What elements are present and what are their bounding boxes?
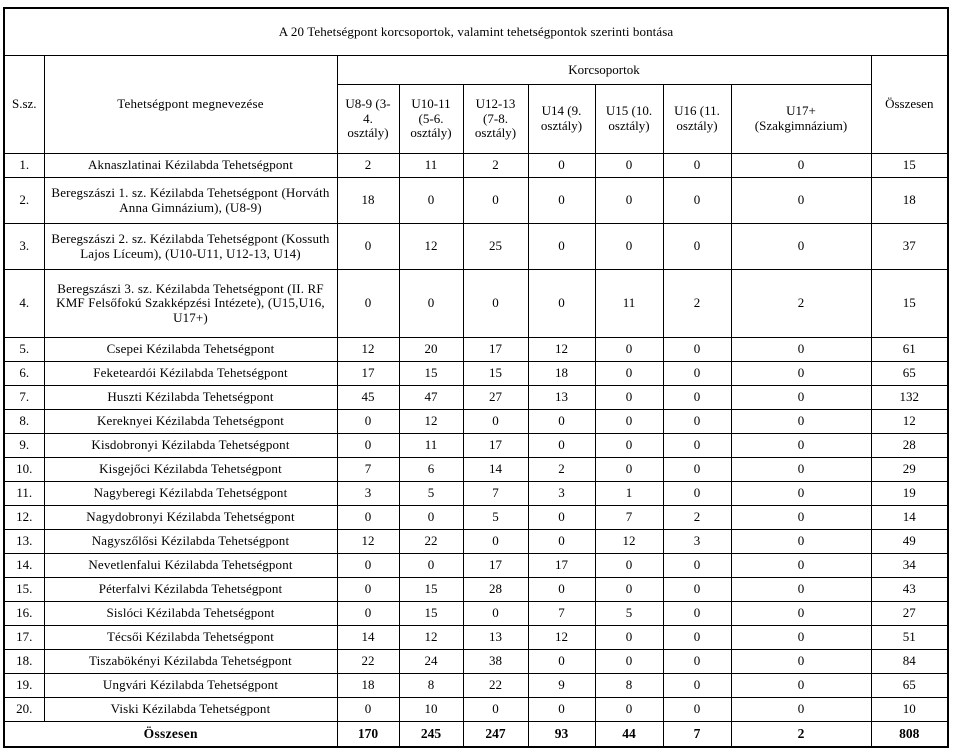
talent-point-name: Nagydobronyi Kézilabda Tehetségpont <box>44 506 337 530</box>
cell-total: 51 <box>871 626 948 650</box>
row-index: 3. <box>4 224 44 270</box>
cell-u10-11: 47 <box>399 386 463 410</box>
table-row <box>4 338 948 362</box>
cell-u10-11: 12 <box>399 410 463 434</box>
cell-u14: 9 <box>528 674 595 698</box>
row-index: 9. <box>4 434 44 458</box>
talent-point-name: Ungvári Kézilabda Tehetségpont <box>44 674 337 698</box>
cell-u15: 8 <box>595 674 663 698</box>
table-row <box>4 578 948 602</box>
column-header-index: S.sz. <box>4 56 44 154</box>
cell-u14: 2 <box>528 458 595 482</box>
cell-u17-plus: 0 <box>731 154 871 178</box>
talent-point-name: Kereknyei Kézilabda Tehetségpont <box>44 410 337 434</box>
cell-u15: 1 <box>595 482 663 506</box>
cell-total: 65 <box>871 362 948 386</box>
cell-u10-11: 11 <box>399 434 463 458</box>
column-header-u16-line1: U16 (11. <box>674 103 720 119</box>
talent-point-name: Beregszászi 3. sz. Kézilabda Tehetségpont (II. RF KMF Felsőfokú Szakképzési Intézete), (U15,U16, U17+) <box>44 270 337 338</box>
row-index: 4. <box>4 270 44 338</box>
table-row <box>4 650 948 674</box>
cell-u17-plus: 0 <box>731 698 871 722</box>
cell-u8-9: 2 <box>337 154 399 178</box>
cell-u12-13: 7 <box>463 482 528 506</box>
cell-u15: 0 <box>595 698 663 722</box>
cell-u15: 0 <box>595 458 663 482</box>
totals-u8-9: 170 <box>337 722 399 748</box>
cell-u10-11: 11 <box>399 154 463 178</box>
cell-u8-9: 0 <box>337 578 399 602</box>
cell-u10-11: 20 <box>399 338 463 362</box>
cell-u15: 0 <box>595 626 663 650</box>
cell-u8-9: 0 <box>337 224 399 270</box>
table-row <box>4 530 948 554</box>
cell-total: 15 <box>871 270 948 338</box>
cell-u16: 0 <box>663 434 731 458</box>
cell-u16: 3 <box>663 530 731 554</box>
cell-u15: 12 <box>595 530 663 554</box>
cell-u8-9: 17 <box>337 362 399 386</box>
cell-u16: 0 <box>663 224 731 270</box>
title-row <box>4 8 948 56</box>
cell-u10-11: 15 <box>399 602 463 626</box>
cell-u14: 0 <box>528 434 595 458</box>
cell-u10-11: 22 <box>399 530 463 554</box>
table-row <box>4 506 948 530</box>
talent-point-name: Nagyszőlősi Kézilabda Tehetségpont <box>44 530 337 554</box>
row-index: 18. <box>4 650 44 674</box>
column-header-u10-11-line3: osztály) <box>410 125 452 141</box>
totals-grand: 808 <box>871 722 948 748</box>
cell-total: 27 <box>871 602 948 626</box>
cell-u10-11: 0 <box>399 178 463 224</box>
cell-u12-13: 27 <box>463 386 528 410</box>
cell-u14: 0 <box>528 154 595 178</box>
talent-point-name: Beregszászi 2. sz. Kézilabda Tehetségpont (Kossuth Lajos Líceum), (U10-U11, U12-13, U14) <box>44 224 337 270</box>
cell-u8-9: 12 <box>337 338 399 362</box>
cell-u8-9: 18 <box>337 674 399 698</box>
row-index: 20. <box>4 698 44 722</box>
table-row <box>4 410 948 434</box>
row-index: 19. <box>4 674 44 698</box>
cell-u8-9: 18 <box>337 178 399 224</box>
cell-u14: 12 <box>528 338 595 362</box>
cell-u17-plus: 0 <box>731 506 871 530</box>
cell-u12-13: 0 <box>463 530 528 554</box>
cell-u15: 5 <box>595 602 663 626</box>
cell-total: 28 <box>871 434 948 458</box>
cell-u12-13: 0 <box>463 410 528 434</box>
cell-u17-plus: 0 <box>731 578 871 602</box>
talent-point-table <box>3 7 949 748</box>
cell-u15: 0 <box>595 578 663 602</box>
cell-u10-11: 10 <box>399 698 463 722</box>
cell-u12-13: 0 <box>463 178 528 224</box>
column-header-u17-plus <box>731 85 871 154</box>
column-header-u17-plus-line2: (Szakgimnázium) <box>754 118 848 133</box>
group-header-row <box>4 56 948 85</box>
cell-u17-plus: 0 <box>731 362 871 386</box>
cell-u8-9: 0 <box>337 554 399 578</box>
cell-u8-9: 0 <box>337 698 399 722</box>
cell-u10-11: 15 <box>399 578 463 602</box>
talent-point-name: Viski Kézilabda Tehetségpont <box>44 698 337 722</box>
cell-u12-13: 15 <box>463 362 528 386</box>
table-row <box>4 698 948 722</box>
talent-point-name: Péterfalvi Kézilabda Tehetségpont <box>44 578 337 602</box>
cell-u16: 0 <box>663 674 731 698</box>
row-index: 6. <box>4 362 44 386</box>
cell-u14: 0 <box>528 698 595 722</box>
cell-u16: 2 <box>663 506 731 530</box>
cell-u12-13: 17 <box>463 338 528 362</box>
cell-u10-11: 15 <box>399 362 463 386</box>
cell-u12-13: 22 <box>463 674 528 698</box>
talent-point-name: Huszti Kézilabda Tehetségpont <box>44 386 337 410</box>
totals-u10-11: 245 <box>399 722 463 748</box>
table-row <box>4 224 948 270</box>
cell-total: 10 <box>871 698 948 722</box>
cell-u14: 0 <box>528 578 595 602</box>
table-head <box>4 8 948 154</box>
cell-u8-9: 45 <box>337 386 399 410</box>
column-header-u12-13 <box>463 85 528 154</box>
cell-u16: 0 <box>663 626 731 650</box>
cell-u10-11: 0 <box>399 270 463 338</box>
cell-u12-13: 0 <box>463 698 528 722</box>
cell-u16: 0 <box>663 578 731 602</box>
cell-u14: 0 <box>528 530 595 554</box>
cell-total: 18 <box>871 178 948 224</box>
talent-point-name: Kisgejőci Kézilabda Tehetségpont <box>44 458 337 482</box>
cell-u16: 0 <box>663 554 731 578</box>
cell-u12-13: 25 <box>463 224 528 270</box>
table-row <box>4 178 948 224</box>
column-header-u15-line1: U15 (10. <box>605 103 653 119</box>
row-index: 12. <box>4 506 44 530</box>
row-index: 1. <box>4 154 44 178</box>
group-header-age-groups: Korcsoportok <box>337 56 871 85</box>
cell-u16: 0 <box>663 698 731 722</box>
talent-point-name: Nevetlenfalui Kézilabda Tehetségpont <box>44 554 337 578</box>
column-header-u8-9 <box>337 85 399 154</box>
cell-total: 84 <box>871 650 948 674</box>
cell-u15: 7 <box>595 506 663 530</box>
cell-u15: 0 <box>595 178 663 224</box>
cell-u17-plus: 0 <box>731 554 871 578</box>
column-header-u15-line2: osztály) <box>608 118 650 133</box>
cell-total: 43 <box>871 578 948 602</box>
cell-u12-13: 17 <box>463 554 528 578</box>
column-header-u14-line2: osztály) <box>540 118 583 133</box>
talent-point-name: Aknaszlatinai Kézilabda Tehetségpont <box>44 154 337 178</box>
talent-point-name: Feketeardói Kézilabda Tehetségpont <box>44 362 337 386</box>
cell-u15: 0 <box>595 154 663 178</box>
cell-u17-plus: 0 <box>731 458 871 482</box>
row-index: 16. <box>4 602 44 626</box>
cell-u14: 3 <box>528 482 595 506</box>
column-header-u10-11-line1: U10-11 <box>411 96 451 112</box>
table-row <box>4 674 948 698</box>
cell-u17-plus: 0 <box>731 434 871 458</box>
cell-u15: 0 <box>595 386 663 410</box>
cell-u8-9: 22 <box>337 650 399 674</box>
column-header-name: Tehetségpont megnevezése <box>44 56 337 154</box>
cell-u17-plus: 0 <box>731 482 871 506</box>
cell-u12-13: 38 <box>463 650 528 674</box>
cell-u10-11: 0 <box>399 506 463 530</box>
talent-point-name: Nagyberegi Kézilabda Tehetségpont <box>44 482 337 506</box>
cell-u14: 18 <box>528 362 595 386</box>
cell-u12-13: 0 <box>463 270 528 338</box>
cell-u16: 0 <box>663 386 731 410</box>
totals-u12-13: 247 <box>463 722 528 748</box>
table-row <box>4 362 948 386</box>
cell-u14: 0 <box>528 270 595 338</box>
cell-u14: 17 <box>528 554 595 578</box>
cell-u16: 0 <box>663 178 731 224</box>
cell-u8-9: 0 <box>337 434 399 458</box>
cell-u8-9: 0 <box>337 602 399 626</box>
talent-point-name: Csepei Kézilabda Tehetségpont <box>44 338 337 362</box>
row-index: 14. <box>4 554 44 578</box>
table-row <box>4 482 948 506</box>
cell-u17-plus: 0 <box>731 338 871 362</box>
column-header-u15 <box>595 85 663 154</box>
table-body <box>4 154 948 722</box>
row-index: 10. <box>4 458 44 482</box>
row-index: 5. <box>4 338 44 362</box>
column-header-u10-11-line2: (5-6. <box>418 110 444 126</box>
column-header-u14 <box>528 85 595 154</box>
table-row <box>4 154 948 178</box>
cell-u12-13: 2 <box>463 154 528 178</box>
totals-label: Összesen <box>4 722 337 748</box>
cell-total: 132 <box>871 386 948 410</box>
row-index: 7. <box>4 386 44 410</box>
cell-u12-13: 14 <box>463 458 528 482</box>
cell-u15: 0 <box>595 410 663 434</box>
cell-u10-11: 12 <box>399 626 463 650</box>
row-index: 17. <box>4 626 44 650</box>
cell-u16: 0 <box>663 154 731 178</box>
talent-point-name: Sislóci Kézilabda Tehetségpont <box>44 602 337 626</box>
cell-u17-plus: 0 <box>731 530 871 554</box>
cell-u8-9: 0 <box>337 270 399 338</box>
cell-u16: 0 <box>663 650 731 674</box>
cell-u17-plus: 0 <box>731 650 871 674</box>
table-foot <box>4 722 948 748</box>
cell-u17-plus: 0 <box>731 386 871 410</box>
cell-u8-9: 3 <box>337 482 399 506</box>
cell-u15: 0 <box>595 434 663 458</box>
cell-u17-plus: 0 <box>731 224 871 270</box>
cell-total: 37 <box>871 224 948 270</box>
cell-u12-13: 28 <box>463 578 528 602</box>
cell-total: 49 <box>871 530 948 554</box>
table-row <box>4 602 948 626</box>
cell-u17-plus: 2 <box>731 270 871 338</box>
cell-u16: 0 <box>663 458 731 482</box>
cell-total: 12 <box>871 410 948 434</box>
table-row <box>4 386 948 410</box>
cell-u8-9: 7 <box>337 458 399 482</box>
totals-u15: 44 <box>595 722 663 748</box>
cell-u16: 2 <box>663 270 731 338</box>
cell-u10-11: 24 <box>399 650 463 674</box>
cell-u14: 13 <box>528 386 595 410</box>
cell-u12-13: 13 <box>463 626 528 650</box>
cell-u15: 0 <box>595 362 663 386</box>
page-title: A 20 Tehetségpont korcsoportok, valamint tehetségpontok szerinti bontása <box>4 8 948 56</box>
row-index: 8. <box>4 410 44 434</box>
cell-u14: 0 <box>528 410 595 434</box>
cell-u12-13: 5 <box>463 506 528 530</box>
cell-u10-11: 0 <box>399 554 463 578</box>
talent-point-name: Beregszászi 1. sz. Kézilabda Tehetségpont (Horváth Anna Gimnázium), (U8-9) <box>44 178 337 224</box>
talent-point-name: Kisdobronyi Kézilabda Tehetségpont <box>44 434 337 458</box>
cell-u14: 0 <box>528 650 595 674</box>
cell-u16: 0 <box>663 602 731 626</box>
talent-point-name: Técsői Kézilabda Tehetségpont <box>44 626 337 650</box>
row-index: 11. <box>4 482 44 506</box>
cell-total: 15 <box>871 154 948 178</box>
cell-u14: 0 <box>528 506 595 530</box>
cell-u8-9: 0 <box>337 506 399 530</box>
totals-u17-plus: 2 <box>731 722 871 748</box>
cell-total: 19 <box>871 482 948 506</box>
column-header-total: Összesen <box>871 56 948 154</box>
cell-u17-plus: 0 <box>731 674 871 698</box>
cell-u17-plus: 0 <box>731 178 871 224</box>
cell-total: 34 <box>871 554 948 578</box>
cell-u8-9: 0 <box>337 410 399 434</box>
column-header-u16-line2: osztály) <box>676 118 718 133</box>
cell-u10-11: 12 <box>399 224 463 270</box>
cell-u8-9: 12 <box>337 530 399 554</box>
cell-total: 29 <box>871 458 948 482</box>
cell-u14: 0 <box>528 224 595 270</box>
table-row <box>4 270 948 338</box>
cell-u15: 0 <box>595 338 663 362</box>
cell-u12-13: 17 <box>463 434 528 458</box>
cell-u17-plus: 0 <box>731 626 871 650</box>
cell-u10-11: 5 <box>399 482 463 506</box>
column-header-u10-11 <box>399 85 463 154</box>
cell-u17-plus: 0 <box>731 410 871 434</box>
table-row <box>4 434 948 458</box>
cell-u16: 0 <box>663 482 731 506</box>
column-header-u12-13-line1: U12-13 <box>475 96 516 112</box>
talent-point-name: Tiszabökényi Kézilabda Tehetségpont <box>44 650 337 674</box>
cell-u10-11: 8 <box>399 674 463 698</box>
cell-total: 61 <box>871 338 948 362</box>
column-header-u16 <box>663 85 731 154</box>
cell-u10-11: 6 <box>399 458 463 482</box>
cell-u15: 0 <box>595 650 663 674</box>
row-index: 13. <box>4 530 44 554</box>
column-header-u14-line1: U14 (9. <box>541 103 582 119</box>
cell-u14: 0 <box>528 178 595 224</box>
cell-u14: 7 <box>528 602 595 626</box>
column-header-u12-13-line3: osztály) <box>474 125 517 141</box>
totals-u16: 7 <box>663 722 731 748</box>
cell-total: 14 <box>871 506 948 530</box>
cell-u16: 0 <box>663 410 731 434</box>
cell-total: 65 <box>871 674 948 698</box>
cell-u15: 11 <box>595 270 663 338</box>
cell-u17-plus: 0 <box>731 602 871 626</box>
cell-u16: 0 <box>663 338 731 362</box>
cell-u15: 0 <box>595 554 663 578</box>
column-header-u8-9-line2: 4. <box>363 110 373 126</box>
column-header-u8-9-line1: U8-9 (3- <box>345 96 391 112</box>
cell-u16: 0 <box>663 362 731 386</box>
totals-row <box>4 722 948 748</box>
column-header-u8-9-line3: osztály) <box>347 125 389 141</box>
table-row <box>4 554 948 578</box>
column-header-u12-13-line2: (7-8. <box>483 110 508 126</box>
table-row <box>4 458 948 482</box>
cell-u8-9: 14 <box>337 626 399 650</box>
table-row <box>4 626 948 650</box>
cell-u12-13: 0 <box>463 602 528 626</box>
row-index: 15. <box>4 578 44 602</box>
cell-u14: 12 <box>528 626 595 650</box>
totals-u14: 93 <box>528 722 595 748</box>
cell-u15: 0 <box>595 224 663 270</box>
row-index: 2. <box>4 178 44 224</box>
column-header-u17-plus-line1: U17+ <box>786 103 816 119</box>
